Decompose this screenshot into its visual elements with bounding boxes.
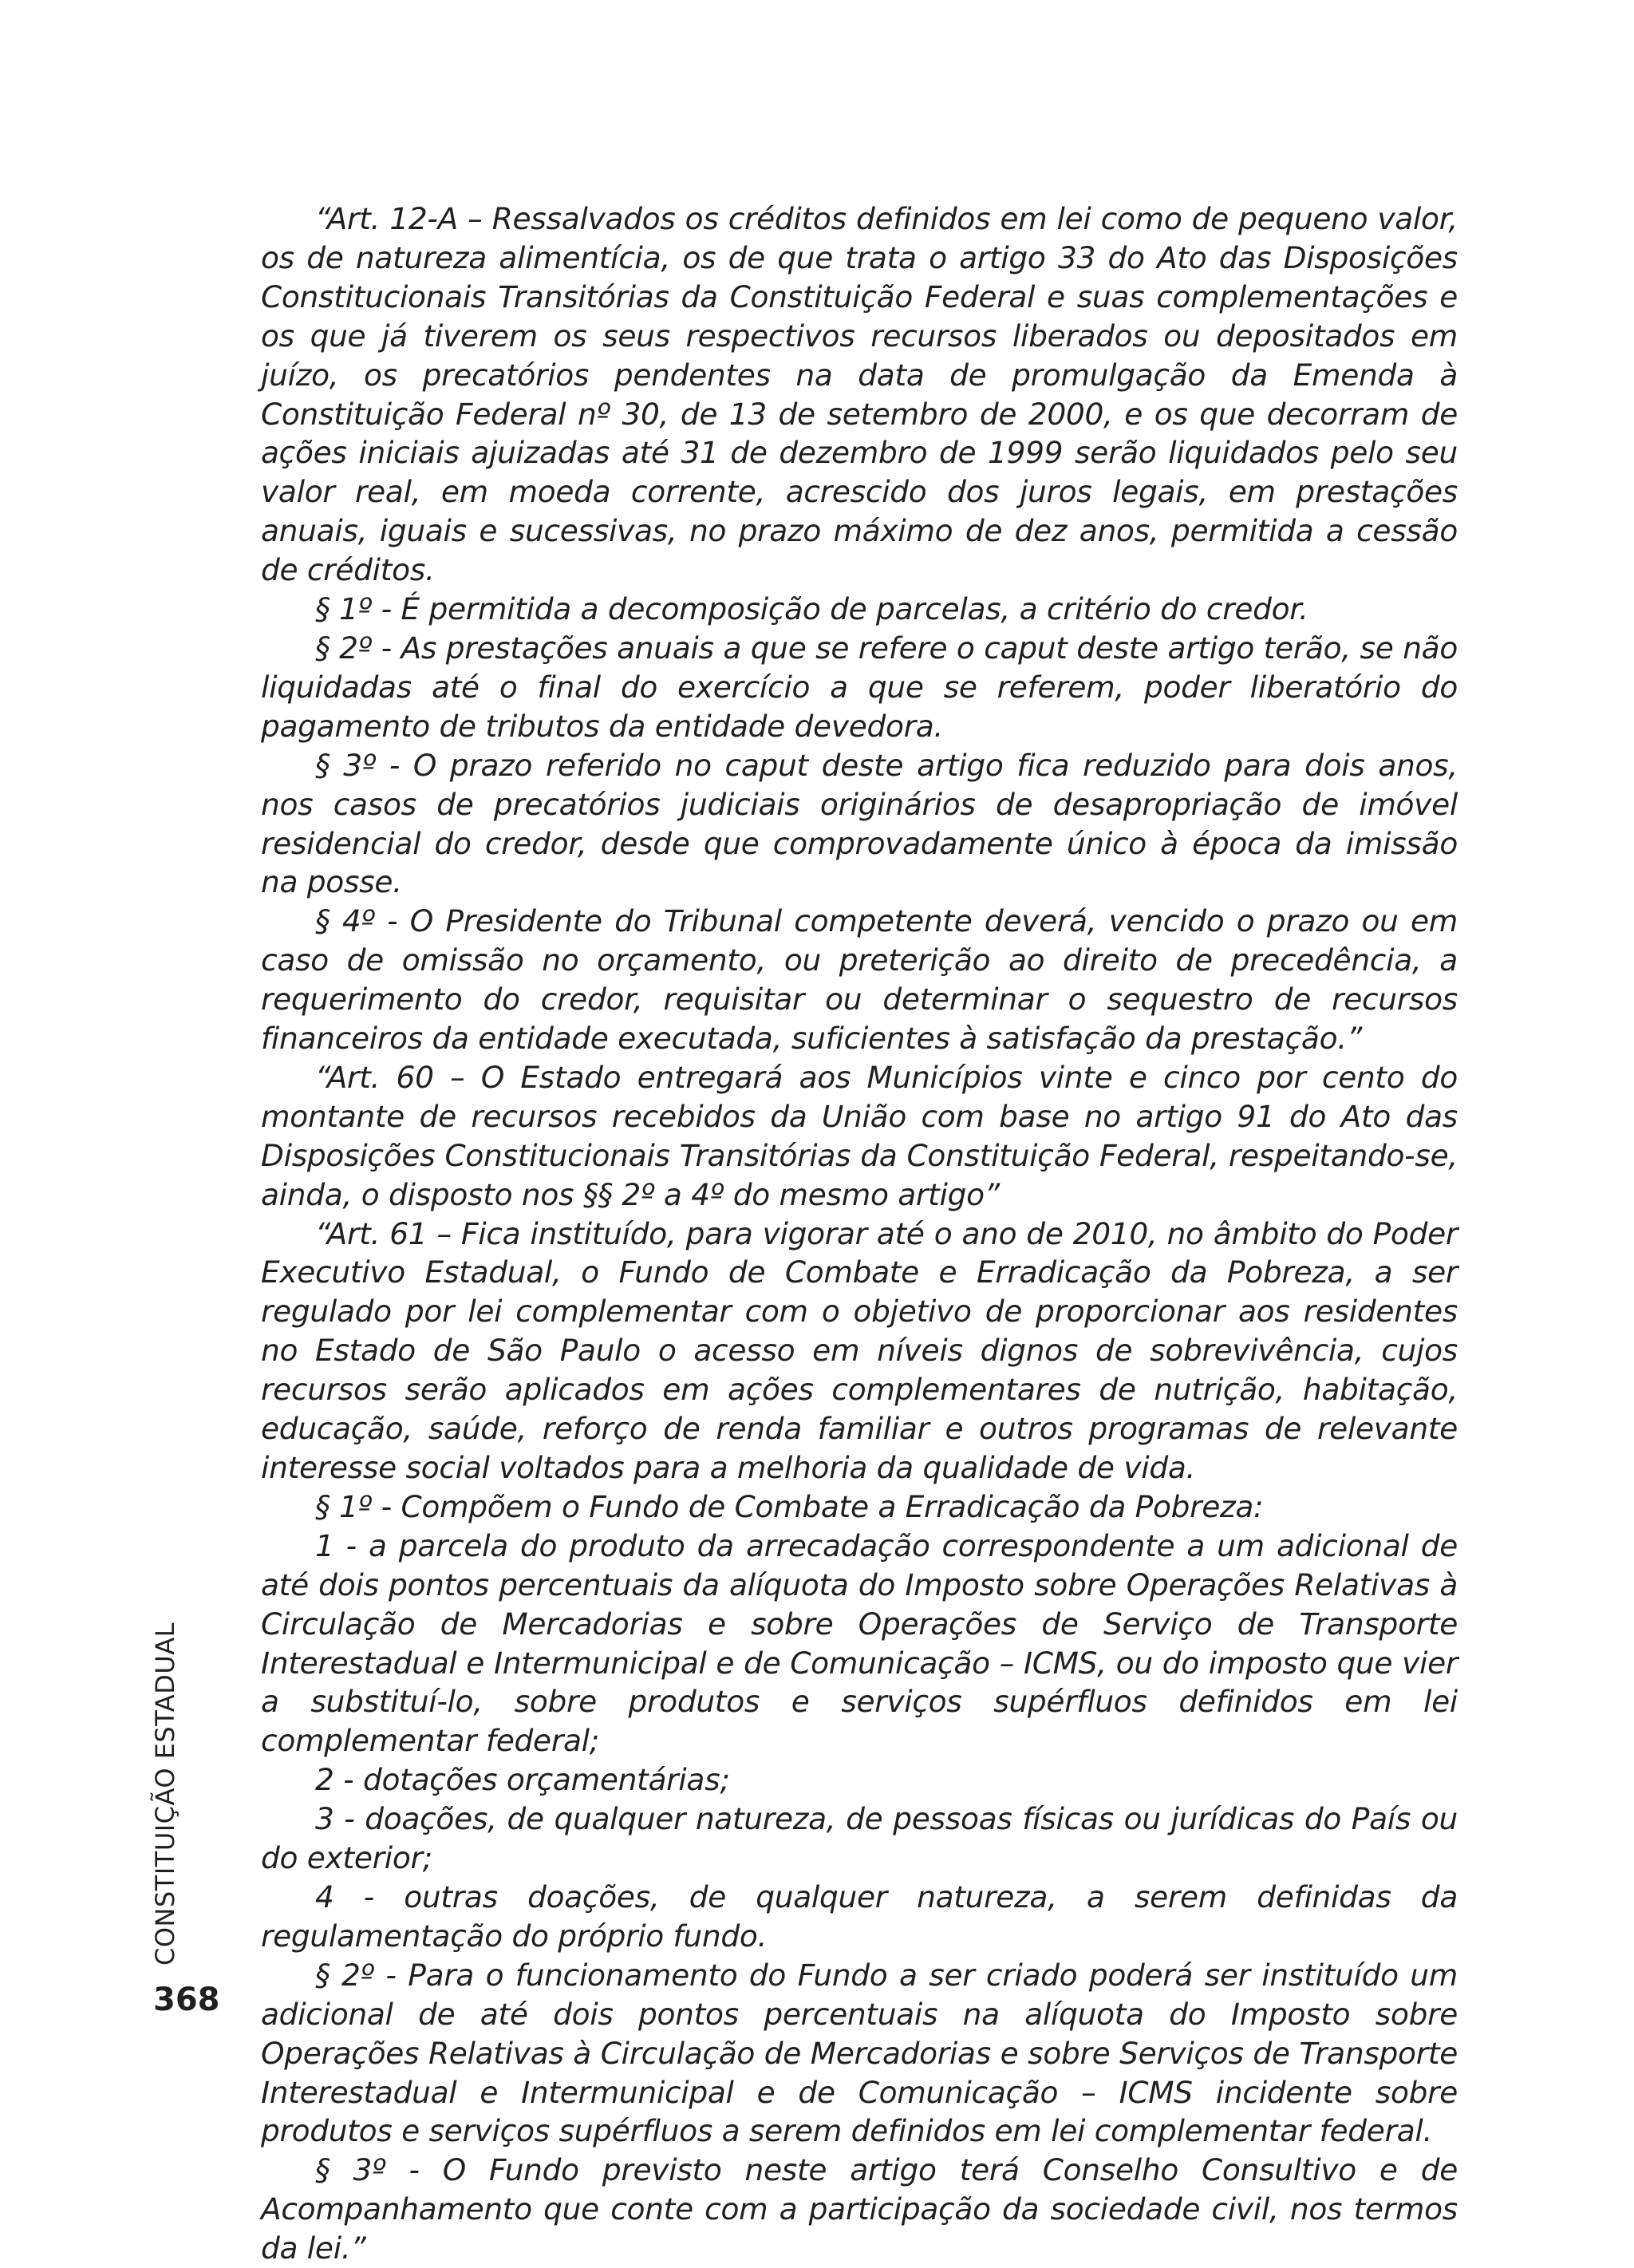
page-number: 368 bbox=[153, 1982, 220, 2018]
paragraph-art-61-item-4: 4 - outras doações, de qualquer natureza, a serem definidas da regulamentação do próprio fundo. bbox=[261, 1879, 1458, 1954]
paragraph-art-61-item-3: 3 - doações, de qualquer natureza, de pessoas físicas ou jurídicas do País ou do exterior; bbox=[261, 1801, 1458, 1876]
section-label: CONSTITUIÇÃO ESTADUAL bbox=[150, 1622, 180, 1966]
document-body bbox=[261, 200, 1458, 2268]
paragraph-art-12a-par-1: § 1º - É permitida a decomposição de parcelas, a critério do credor. bbox=[315, 591, 1308, 627]
paragraph-art-61-item-1: 1 - a parcela do produto da arrecadação correspondente a um adicional de até dois pontos percentuais da alíquota do Imposto sobre Operações Relativas à Circulação de Mercadorias e sobre Operações de Serviço de Transporte Interestadual e Intermunicipal e de Comunicação – ICMS, ou do imposto que vier a substituí-lo, sobre produtos e serviços supérfluos definidos em lei complementar federal; bbox=[261, 1527, 1458, 1759]
paragraph-art-61: “Art. 61 – Fica instituído, para vigorar até o ano de 2010, no âmbito do Poder Executivo Estadual, o Fundo de Combate e Erradicação da Pobreza, a ser regulado por lei complementar com o objetivo de proporcionar aos residentes no Estado de São Paulo o acesso em níveis dignos de sobrevivência, cujos recursos serão aplicados em ações complementares de nutrição, habitação, educação, saúde, reforço de renda familiar e outros programas de relevante interesse social voltados para a melhoria da qualidade de vida. bbox=[261, 1215, 1458, 1485]
paragraph-art-61-item-2: 2 - dotações orçamentárias; bbox=[315, 1762, 730, 1798]
paragraph-art-12a-par-4: § 4º - O Presidente do Tribunal competente deverá, vencido o prazo ou em caso de omissão no orçamento, ou preterição ao direito de precedência, a requerimento do credor, requisitar ou determinar o sequestro de recursos financeiros da entidade executada, suficientes à satisfação da prestação.” bbox=[261, 903, 1458, 1057]
paragraph-art-61-par-2: § 2º - Para o funcionamento do Fundo a ser criado poderá ser instituído um adicional de até dois pontos percentuais na alíquota do Imposto sobre Operações Relativas à Circulação de Mercadorias e sobre Serviços de Transporte Interestadual e Intermunicipal e de Comunicação – ICMS incidente sobre produtos e serviços supérfluos a serem definidos em lei complementar federal. bbox=[261, 1957, 1458, 2149]
paragraph-art-12a-par-2: § 2º - As prestações anuais a que se refere o caput deste artigo terão, se não liquidadas até o final do exercício a que se referem, poder liberatório do pagamento de tributos da entidade devedora. bbox=[261, 630, 1458, 744]
paragraph-art-12a: “Art. 12-A – Ressalvados os créditos definidos em lei como de pequeno valor, os de natureza alimentícia, os de que trata o artigo 33 do Ato das Disposições Constitucionais Transitórias da Constituição Federal e suas complementações e os que já tiverem os seus respectivos recursos liberados ou depositados em juízo, os precatórios pendentes na data de promulgação da Emenda à Constituição Federal nº 30, de 13 de setembro de 2000, e os que decorram de ações iniciais ajuizadas até 31 de dezembro de 1999 serão liquidados pelo seu valor real, em moeda corrente, acrescido dos juros legais, em prestações anuais, iguais e sucessivas, no prazo máximo de dez anos, permitida a cessão de créditos. bbox=[261, 201, 1458, 588]
paragraph-art-61-par-1: § 1º - Compõem o Fundo de Combate a Erradicação da Pobreza: bbox=[315, 1488, 1264, 1524]
paragraph-art-60: “Art. 60 – O Estado entregará aos Municípios vinte e cinco por cento do montante de recursos recebidos da União com base no artigo 91 do Ato das Disposições Constitucionais Transitórias da Constituição Federal, respeitando-se, ainda, o disposto nos §§ 2º a 4º do mesmo artigo” bbox=[261, 1059, 1458, 1212]
paragraph-art-12a-par-3: § 3º - O prazo referido no caput deste artigo fica reduzido para dois anos, nos casos de precatórios judiciais originários de desapropriação de imóvel residencial do credor, desde que comprovadamente único à época da imissão na posse. bbox=[261, 747, 1458, 900]
paragraph-art-61-par-3: § 3º - O Fundo previsto neste artigo terá Conselho Consultivo e de Acompanhamento que conte com a participação da sociedade civil, nos termos da lei.” bbox=[261, 2152, 1458, 2266]
